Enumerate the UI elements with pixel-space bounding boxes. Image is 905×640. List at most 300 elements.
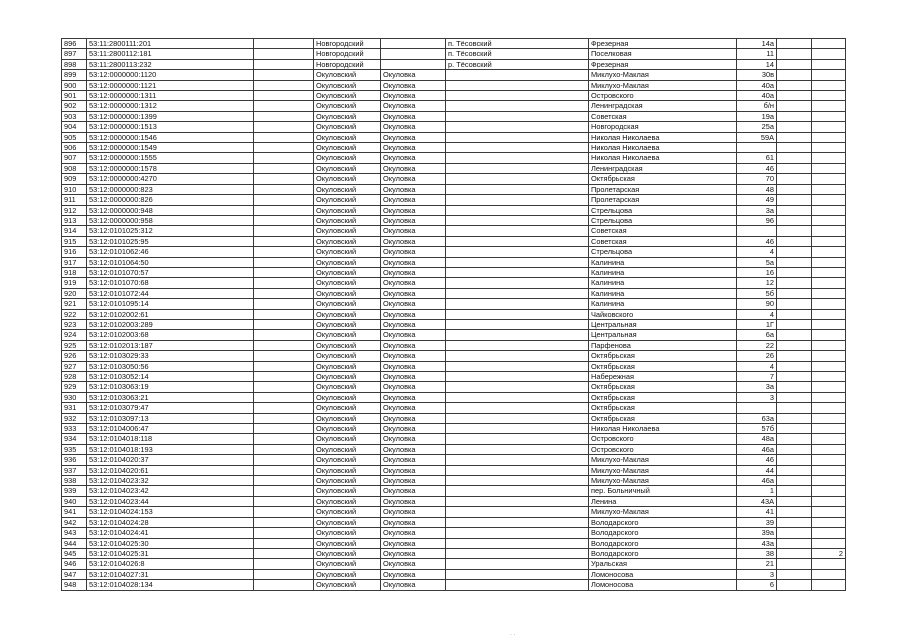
- cadastral-number-cell: 53:12:0103097:13: [87, 413, 254, 423]
- blank-col-cell: [254, 559, 314, 569]
- building-cell: 7: [737, 372, 777, 382]
- settlement-cell: [446, 91, 589, 101]
- district-cell: Окуловский: [314, 517, 381, 527]
- cadastral-number-cell: 53:12:0104024:153: [87, 507, 254, 517]
- blank-col-cell: [254, 351, 314, 361]
- settlement-cell: [446, 330, 589, 340]
- street-cell: Новгородская: [589, 122, 737, 132]
- extra-a-cell: [777, 319, 812, 329]
- table-row: [62, 580, 846, 590]
- cadastral-number-cell: 53:12:0104026:8: [87, 559, 254, 569]
- extra-a-cell: [777, 507, 812, 517]
- extra-a-cell: [777, 455, 812, 465]
- table-row: [62, 517, 846, 527]
- extra-a-cell: [777, 236, 812, 246]
- building-cell: 5а: [737, 257, 777, 267]
- city-cell: [381, 39, 446, 49]
- extra-a-cell: [777, 143, 812, 153]
- extra-b-cell: [812, 382, 846, 392]
- extra-b-cell: [812, 424, 846, 434]
- table-row: [62, 215, 846, 225]
- settlement-cell: [446, 538, 589, 548]
- table-row: [62, 195, 846, 205]
- blank-col-cell: [254, 507, 314, 517]
- row-number-cell: 900: [62, 80, 87, 90]
- street-cell: Советская: [589, 226, 737, 236]
- row-number-cell: 922: [62, 309, 87, 319]
- city-cell: [381, 49, 446, 59]
- cadastral-number-cell: 53:12:0103063:21: [87, 392, 254, 402]
- building-cell: 38: [737, 548, 777, 558]
- cadastral-number-cell: 53:12:0104028:134: [87, 580, 254, 590]
- row-number-cell: 912: [62, 205, 87, 215]
- city-cell: Окуловка: [381, 111, 446, 121]
- settlement-cell: [446, 309, 589, 319]
- street-cell: Ленинградская: [589, 101, 737, 111]
- building-cell: 16: [737, 267, 777, 277]
- street-cell: Миклухо-Маклая: [589, 455, 737, 465]
- table-row: [62, 153, 846, 163]
- table-row: [62, 319, 846, 329]
- building-cell: 25а: [737, 122, 777, 132]
- city-cell: Окуловка: [381, 361, 446, 371]
- extra-b-cell: [812, 403, 846, 413]
- blank-col-cell: [254, 455, 314, 465]
- extra-a-cell: [777, 351, 812, 361]
- district-cell: Окуловский: [314, 382, 381, 392]
- extra-a-cell: [777, 361, 812, 371]
- building-cell: 70: [737, 174, 777, 184]
- table-row: [62, 267, 846, 277]
- street-cell: Ломоносова: [589, 569, 737, 579]
- street-cell: Островского: [589, 91, 737, 101]
- blank-col-cell: [254, 392, 314, 402]
- settlement-cell: [446, 476, 589, 486]
- street-cell: Николая Николаева: [589, 153, 737, 163]
- street-cell: Николая Николаева: [589, 424, 737, 434]
- city-cell: Окуловка: [381, 580, 446, 590]
- extra-a-cell: [777, 174, 812, 184]
- cadastral-number-cell: 53:12:0101064:50: [87, 257, 254, 267]
- building-cell: 19а: [737, 111, 777, 121]
- table-row: [62, 559, 846, 569]
- street-cell: Стрельцова: [589, 247, 737, 257]
- blank-col-cell: [254, 434, 314, 444]
- blank-col-cell: [254, 361, 314, 371]
- settlement-cell: [446, 174, 589, 184]
- street-cell: Калинина: [589, 299, 737, 309]
- building-cell: 57б: [737, 424, 777, 434]
- settlement-cell: [446, 111, 589, 121]
- city-cell: Окуловка: [381, 153, 446, 163]
- cadastral-number-cell: 53:12:0104025:31: [87, 548, 254, 558]
- row-number-cell: 937: [62, 465, 87, 475]
- cadastral-number-cell: 53:12:0000000:948: [87, 205, 254, 215]
- row-number-cell: 948: [62, 580, 87, 590]
- building-cell: [737, 403, 777, 413]
- district-cell: Окуловский: [314, 163, 381, 173]
- city-cell: Окуловка: [381, 215, 446, 225]
- table-row: [62, 444, 846, 454]
- building-cell: 46а: [737, 444, 777, 454]
- extra-b-cell: [812, 226, 846, 236]
- table-row: [62, 351, 846, 361]
- extra-b-cell: [812, 70, 846, 80]
- extra-b-cell: [812, 486, 846, 496]
- table-row: [62, 340, 846, 350]
- row-number-cell: 942: [62, 517, 87, 527]
- row-number-cell: 901: [62, 91, 87, 101]
- settlement-cell: [446, 70, 589, 80]
- street-cell: Миклухо-Маклая: [589, 507, 737, 517]
- street-cell: Калинина: [589, 288, 737, 298]
- extra-a-cell: [777, 288, 812, 298]
- extra-b-cell: [812, 111, 846, 121]
- row-number-cell: 899: [62, 70, 87, 80]
- blank-col-cell: [254, 184, 314, 194]
- blank-col-cell: [254, 413, 314, 423]
- extra-b-cell: [812, 361, 846, 371]
- row-number-cell: 904: [62, 122, 87, 132]
- cadastral-number-cell: 53:12:0104023:32: [87, 476, 254, 486]
- street-cell: Островского: [589, 434, 737, 444]
- row-number-cell: 915: [62, 236, 87, 246]
- settlement-cell: [446, 528, 589, 538]
- cadastral-number-cell: 53:12:0000000:1121: [87, 80, 254, 90]
- cadastral-number-cell: 53:11:2800111:201: [87, 39, 254, 49]
- building-cell: 4: [737, 247, 777, 257]
- extra-a-cell: [777, 382, 812, 392]
- building-cell: 4: [737, 309, 777, 319]
- page-mark: · ·: [510, 632, 516, 638]
- row-number-cell: 903: [62, 111, 87, 121]
- district-cell: Окуловский: [314, 80, 381, 90]
- district-cell: Окуловский: [314, 91, 381, 101]
- row-number-cell: 924: [62, 330, 87, 340]
- extra-b-cell: [812, 143, 846, 153]
- city-cell: Окуловка: [381, 372, 446, 382]
- street-cell: Октябрьская: [589, 174, 737, 184]
- city-cell: Окуловка: [381, 465, 446, 475]
- district-cell: Окуловский: [314, 538, 381, 548]
- blank-col-cell: [254, 517, 314, 527]
- row-number-cell: 919: [62, 278, 87, 288]
- extra-a-cell: [777, 559, 812, 569]
- table-row: [62, 111, 846, 121]
- city-cell: Окуловка: [381, 382, 446, 392]
- table-row: [62, 392, 846, 402]
- table-row: [62, 548, 846, 558]
- street-cell: Центральная: [589, 330, 737, 340]
- extra-a-cell: [777, 132, 812, 142]
- extra-b-cell: [812, 247, 846, 257]
- settlement-cell: [446, 559, 589, 569]
- district-cell: Окуловский: [314, 496, 381, 506]
- blank-col-cell: [254, 80, 314, 90]
- row-number-cell: 920: [62, 288, 87, 298]
- table-row: [62, 538, 846, 548]
- extra-a-cell: [777, 392, 812, 402]
- street-cell: Набережная: [589, 372, 737, 382]
- extra-a-cell: [777, 569, 812, 579]
- building-cell: 90: [737, 299, 777, 309]
- city-cell: Окуловка: [381, 91, 446, 101]
- extra-b-cell: 2: [812, 548, 846, 558]
- settlement-cell: [446, 247, 589, 257]
- extra-a-cell: [777, 49, 812, 59]
- settlement-cell: [446, 205, 589, 215]
- extra-b-cell: [812, 153, 846, 163]
- table-row: [62, 101, 846, 111]
- city-cell: Окуловка: [381, 184, 446, 194]
- settlement-cell: [446, 507, 589, 517]
- building-cell: 14: [737, 59, 777, 69]
- street-cell: Ломоносова: [589, 580, 737, 590]
- settlement-cell: [446, 392, 589, 402]
- extra-a-cell: [777, 59, 812, 69]
- street-cell: Володарского: [589, 517, 737, 527]
- street-cell: Миклухо-Маклая: [589, 465, 737, 475]
- district-cell: Окуловский: [314, 580, 381, 590]
- extra-a-cell: [777, 528, 812, 538]
- extra-b-cell: [812, 444, 846, 454]
- district-cell: Окуловский: [314, 257, 381, 267]
- district-cell: Окуловский: [314, 195, 381, 205]
- blank-col-cell: [254, 215, 314, 225]
- district-cell: Окуловский: [314, 299, 381, 309]
- street-cell: Чайковского: [589, 309, 737, 319]
- blank-col-cell: [254, 226, 314, 236]
- row-number-cell: 906: [62, 143, 87, 153]
- cadastral-number-cell: 53:12:0000000:823: [87, 184, 254, 194]
- street-cell: Островского: [589, 444, 737, 454]
- district-cell: Окуловский: [314, 288, 381, 298]
- street-cell: Ленина: [589, 496, 737, 506]
- blank-col-cell: [254, 247, 314, 257]
- extra-a-cell: [777, 486, 812, 496]
- row-number-cell: 928: [62, 372, 87, 382]
- row-number-cell: 945: [62, 548, 87, 558]
- building-cell: 21: [737, 559, 777, 569]
- blank-col-cell: [254, 257, 314, 267]
- table-row: [62, 507, 846, 517]
- extra-a-cell: [777, 70, 812, 80]
- cadastral-number-cell: 53:12:0104020:37: [87, 455, 254, 465]
- street-cell: Центральная: [589, 319, 737, 329]
- cadastral-number-cell: 53:12:0000000:826: [87, 195, 254, 205]
- table-row: [62, 372, 846, 382]
- street-cell: Парфенова: [589, 340, 737, 350]
- building-cell: 6: [737, 580, 777, 590]
- row-number-cell: 929: [62, 382, 87, 392]
- district-cell: Окуловский: [314, 455, 381, 465]
- table-row: [62, 465, 846, 475]
- extra-a-cell: [777, 580, 812, 590]
- extra-a-cell: [777, 548, 812, 558]
- district-cell: Окуловский: [314, 215, 381, 225]
- blank-col-cell: [254, 163, 314, 173]
- district-cell: Окуловский: [314, 507, 381, 517]
- street-cell: Калинина: [589, 267, 737, 277]
- table-row: [62, 59, 846, 69]
- settlement-cell: [446, 132, 589, 142]
- city-cell: Окуловка: [381, 288, 446, 298]
- blank-col-cell: [254, 548, 314, 558]
- district-cell: Окуловский: [314, 403, 381, 413]
- blank-col-cell: [254, 91, 314, 101]
- building-cell: 30в: [737, 70, 777, 80]
- city-cell: Окуловка: [381, 392, 446, 402]
- row-number-cell: 913: [62, 215, 87, 225]
- city-cell: Окуловка: [381, 143, 446, 153]
- city-cell: Окуловка: [381, 528, 446, 538]
- district-cell: Окуловский: [314, 351, 381, 361]
- building-cell: 46а: [737, 476, 777, 486]
- district-cell: Окуловский: [314, 236, 381, 246]
- extra-b-cell: [812, 507, 846, 517]
- settlement-cell: [446, 153, 589, 163]
- extra-a-cell: [777, 538, 812, 548]
- cadastral-number-cell: 53:12:0101062:46: [87, 247, 254, 257]
- extra-b-cell: [812, 122, 846, 132]
- table-row: [62, 132, 846, 142]
- blank-col-cell: [254, 174, 314, 184]
- table-row: [62, 247, 846, 257]
- extra-b-cell: [812, 288, 846, 298]
- row-number-cell: 923: [62, 319, 87, 329]
- district-cell: Окуловский: [314, 319, 381, 329]
- street-cell: Николая Николаева: [589, 132, 737, 142]
- city-cell: Окуловка: [381, 319, 446, 329]
- extra-a-cell: [777, 278, 812, 288]
- extra-b-cell: [812, 80, 846, 90]
- street-cell: Миклухо-Маклая: [589, 70, 737, 80]
- extra-a-cell: [777, 330, 812, 340]
- district-cell: Новгородский: [314, 59, 381, 69]
- cadastral-number-cell: 53:12:0104027:31: [87, 569, 254, 579]
- extra-b-cell: [812, 309, 846, 319]
- city-cell: Окуловка: [381, 236, 446, 246]
- district-cell: Окуловский: [314, 309, 381, 319]
- extra-b-cell: [812, 351, 846, 361]
- extra-b-cell: [812, 163, 846, 173]
- street-cell: Фрезерная: [589, 39, 737, 49]
- blank-col-cell: [254, 330, 314, 340]
- district-cell: Окуловский: [314, 205, 381, 215]
- blank-col-cell: [254, 382, 314, 392]
- city-cell: Окуловка: [381, 195, 446, 205]
- street-cell: Ленинградская: [589, 163, 737, 173]
- settlement-cell: [446, 184, 589, 194]
- building-cell: 39: [737, 517, 777, 527]
- row-number-cell: 938: [62, 476, 87, 486]
- cadastral-number-cell: 53:12:0000000:1120: [87, 70, 254, 80]
- cadastral-number-cell: 53:12:0000000:1555: [87, 153, 254, 163]
- extra-a-cell: [777, 195, 812, 205]
- blank-col-cell: [254, 49, 314, 59]
- extra-b-cell: [812, 91, 846, 101]
- settlement-cell: [446, 382, 589, 392]
- table-row: [62, 257, 846, 267]
- blank-col-cell: [254, 538, 314, 548]
- cadastral-number-cell: 53:12:0104018:193: [87, 444, 254, 454]
- settlement-cell: [446, 548, 589, 558]
- row-number-cell: 941: [62, 507, 87, 517]
- settlement-cell: [446, 278, 589, 288]
- blank-col-cell: [254, 143, 314, 153]
- table-row: [62, 528, 846, 538]
- settlement-cell: [446, 143, 589, 153]
- settlement-cell: [446, 215, 589, 225]
- building-cell: 63а: [737, 413, 777, 423]
- city-cell: Окуловка: [381, 163, 446, 173]
- blank-col-cell: [254, 444, 314, 454]
- row-number-cell: 933: [62, 424, 87, 434]
- extra-a-cell: [777, 215, 812, 225]
- extra-a-cell: [777, 496, 812, 506]
- district-cell: Окуловский: [314, 111, 381, 121]
- district-cell: Окуловский: [314, 476, 381, 486]
- row-number-cell: 902: [62, 101, 87, 111]
- row-number-cell: 916: [62, 247, 87, 257]
- district-cell: Окуловский: [314, 143, 381, 153]
- row-number-cell: 934: [62, 434, 87, 444]
- settlement-cell: [446, 195, 589, 205]
- settlement-cell: [446, 122, 589, 132]
- city-cell: Окуловка: [381, 330, 446, 340]
- building-cell: 3: [737, 569, 777, 579]
- district-cell: Окуловский: [314, 122, 381, 132]
- settlement-cell: [446, 569, 589, 579]
- settlement-cell: [446, 288, 589, 298]
- row-number-cell: 905: [62, 132, 87, 142]
- table-row: [62, 299, 846, 309]
- street-cell: Уральская: [589, 559, 737, 569]
- cadastral-number-cell: 53:12:0000000:1311: [87, 91, 254, 101]
- cadastral-number-cell: 53:12:0102003:289: [87, 319, 254, 329]
- cadastral-number-cell: 53:12:0000000:1399: [87, 111, 254, 121]
- city-cell: Окуловка: [381, 80, 446, 90]
- blank-col-cell: [254, 111, 314, 121]
- extra-a-cell: [777, 465, 812, 475]
- district-cell: Новгородский: [314, 39, 381, 49]
- settlement-cell: [446, 351, 589, 361]
- city-cell: Окуловка: [381, 424, 446, 434]
- district-cell: Окуловский: [314, 413, 381, 423]
- row-number-cell: 930: [62, 392, 87, 402]
- building-cell: 48: [737, 184, 777, 194]
- table-row: [62, 486, 846, 496]
- city-cell: Окуловка: [381, 548, 446, 558]
- extra-a-cell: [777, 122, 812, 132]
- extra-a-cell: [777, 299, 812, 309]
- city-cell: Окуловка: [381, 205, 446, 215]
- row-number-cell: 907: [62, 153, 87, 163]
- street-cell: Октябрьская: [589, 351, 737, 361]
- building-cell: 12: [737, 278, 777, 288]
- building-cell: 46: [737, 163, 777, 173]
- district-cell: Окуловский: [314, 392, 381, 402]
- city-cell: Окуловка: [381, 122, 446, 132]
- settlement-cell: [446, 80, 589, 90]
- city-cell: Окуловка: [381, 413, 446, 423]
- district-cell: Новгородский: [314, 49, 381, 59]
- extra-a-cell: [777, 111, 812, 121]
- table-row: [62, 434, 846, 444]
- cadastral-number-cell: 53:12:0103052:14: [87, 372, 254, 382]
- cadastral-number-cell: 53:12:0000000:958: [87, 215, 254, 225]
- row-number-cell: 914: [62, 226, 87, 236]
